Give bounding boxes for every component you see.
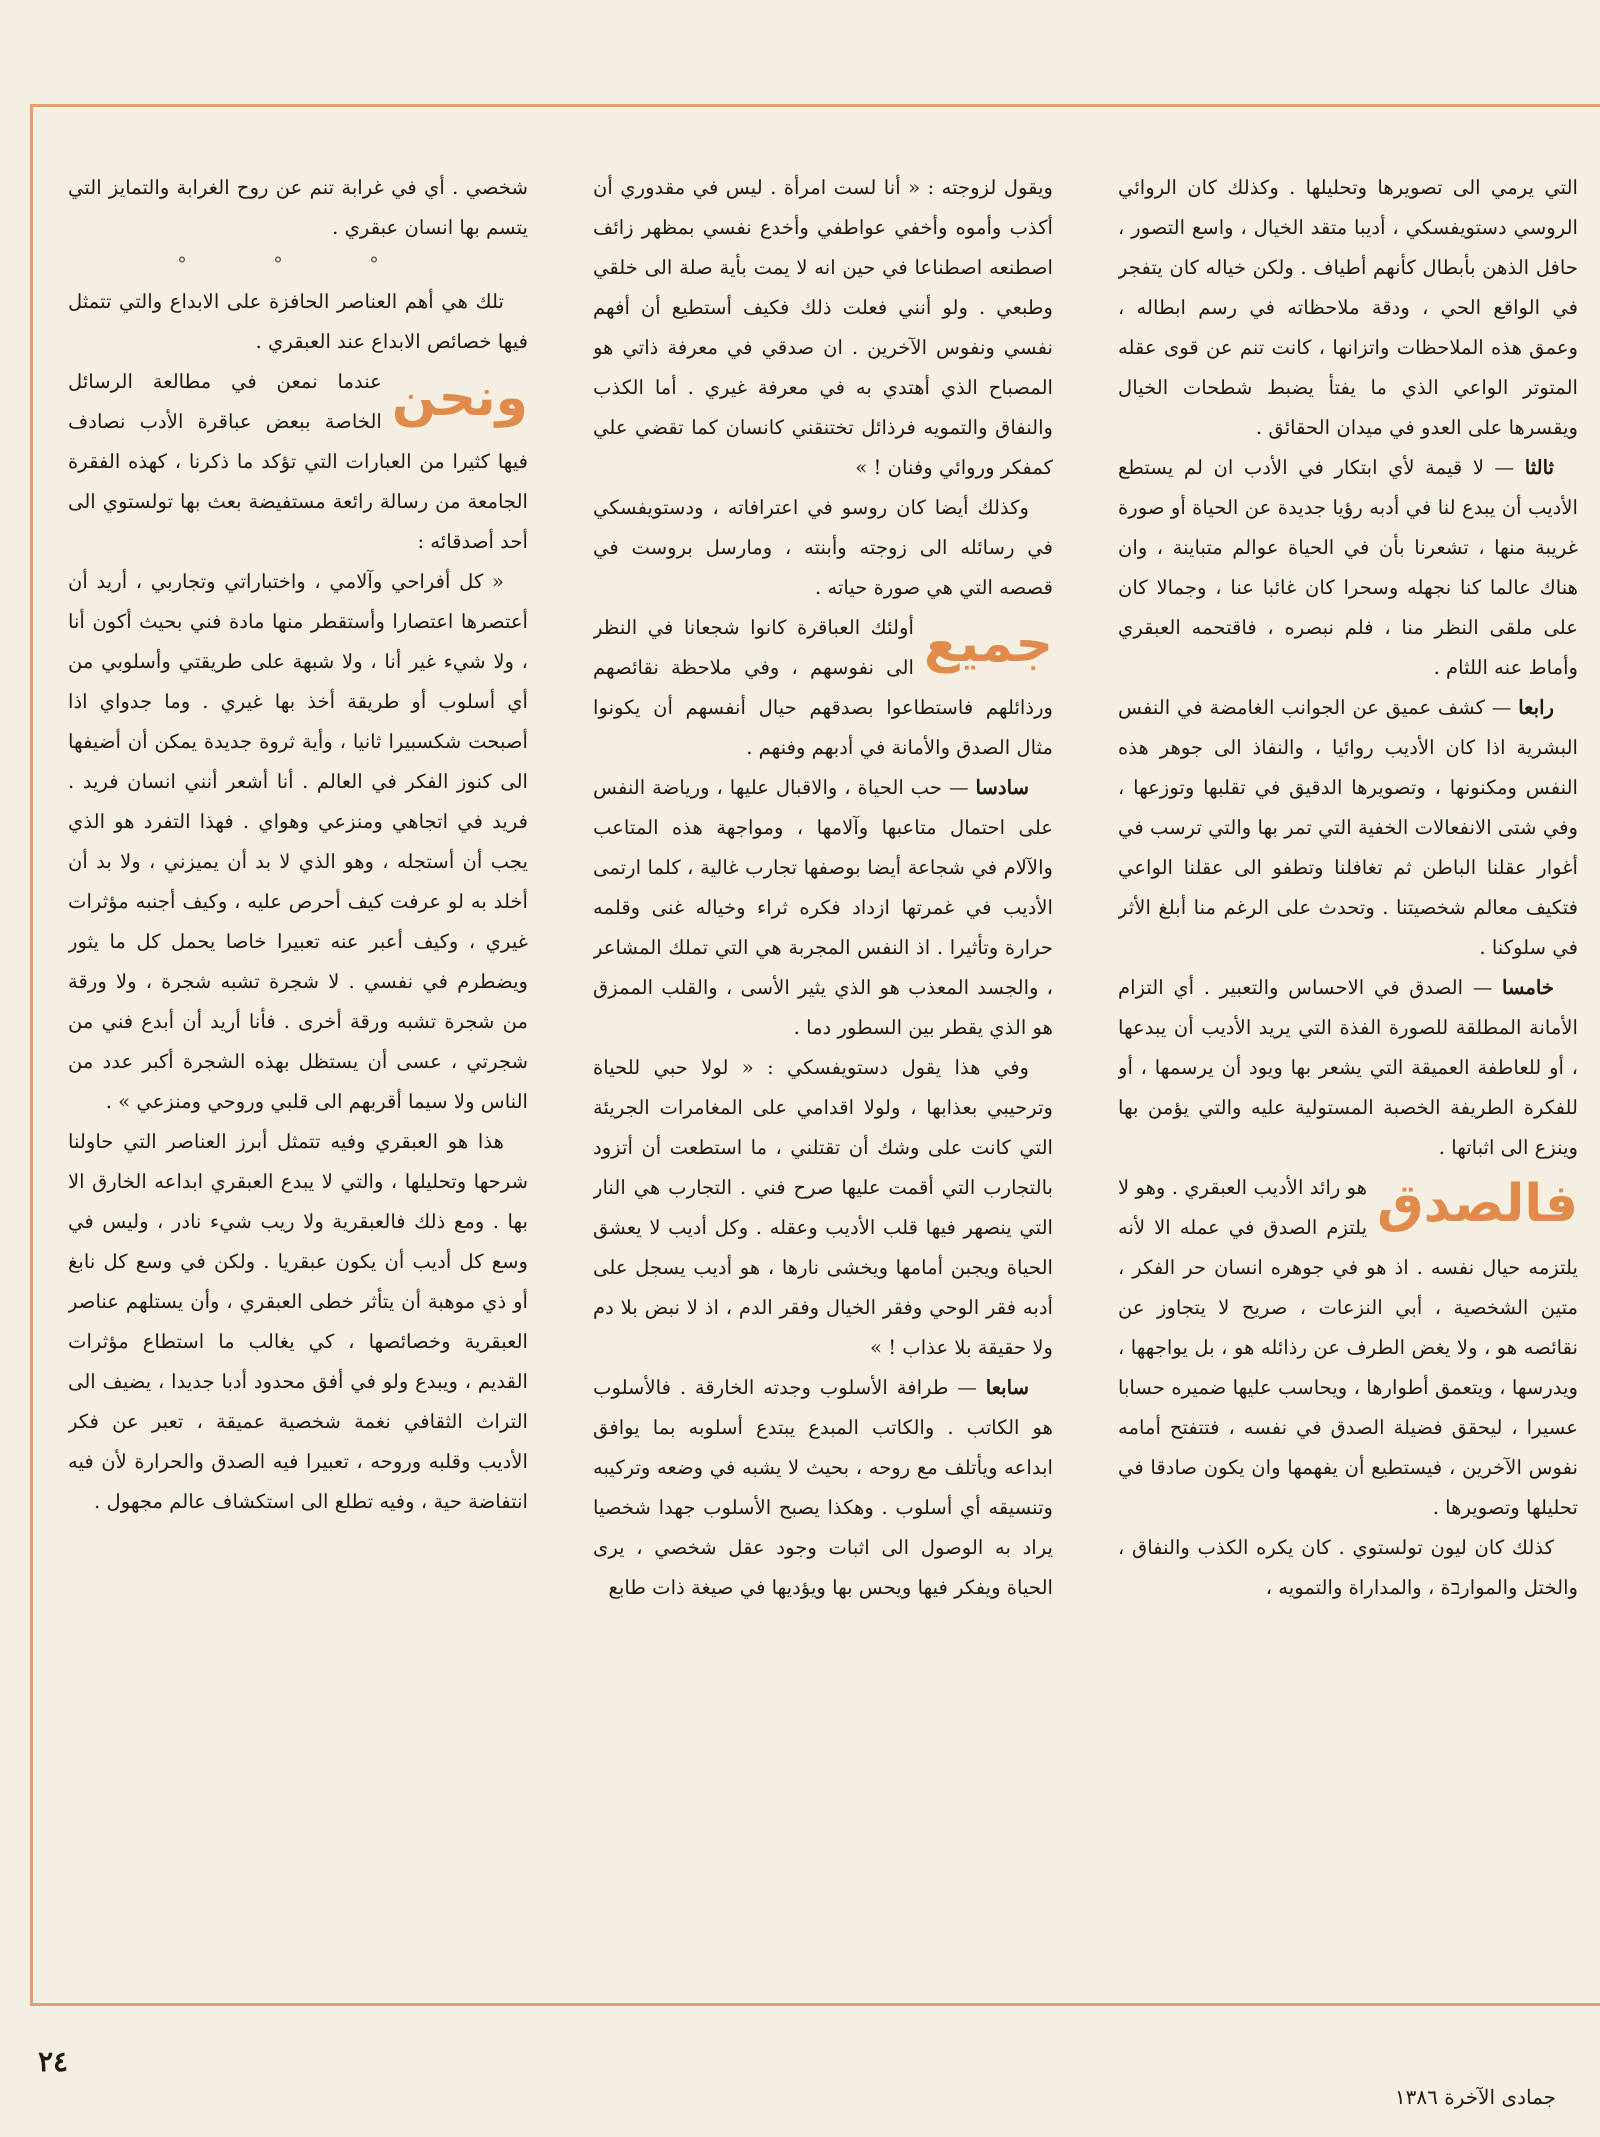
paragraph: ويقول لزوجته : « أنا لست امرأة . ليس في مقدوري أن أكذب وأموه وأخفي عواطفي وأخدع نفسي بمظهر زائف اصطنعه اصطناعا في حين انه لا يمت بأية صلة الى خلقي وطبعي . ولو أنني فعلت ذلك فكيف أستطيع أن أفهم نفسي ونفوس الآخرين . ان صدقي في معرفة ذاتي هو المصباح الذي أهتدي به في معرفة غيري . أما الكذب والنفاق والتمويه فرذائل تختنقني كانسان كما تقضي علي كمفكر وروائي وفنان ! » <box>593 176 1053 479</box>
paragraph <box>1118 688 1578 968</box>
page-number: ٢٤ <box>38 2045 69 2078</box>
paragraph-text: هو رائد الأديب العبقري . وهو لا يلتزم الصدق في عمله الا لأنه يلتزمه حيال نفسه . اذ هو في جوهره انسان حر الفكر ، متين الشخصية ، أبي النزعات ، صريح لا يتجاوز عن نقائصه هو ، ولا يغض الطرف عن رذائله هو ، بل يواجهها ، ويدرسها ، ويتعمق أطوارها ، ويحاسب عليها ضميره حسابا عسيرا ، ليحقق فضيلة الصدق في نفسه ، فتتفتح أمامه نفوس الآخرين ، فيستطيع أن يفهمها وان يكون صادقا في تحليلها وتصويرها . <box>1118 1176 1578 1519</box>
paragraph-text: — الصدق في الاحساس والتعبير . أي التزام الأمانة المطلقة للصورة الفذة التي يريد الأديب أن يبدعها ، أو للعاطفة العميقة التي يشعر بها ويود أن يرسمها ، أو للفكرة الطريفة الخصبة المستولية عليه والتي يؤمن بها وينزع الى اثباتها . <box>1118 976 1578 1159</box>
paragraph <box>593 1368 1053 1608</box>
paragraph: تلك هي أهم العناصر الحافزة على الابداع والتي تتمثل فيها خصائص الابداع عند العبقري . <box>68 290 528 353</box>
paragraph <box>1118 968 1578 1168</box>
section-lead: سادسا <box>975 776 1029 799</box>
paragraph <box>1118 1168 1578 1528</box>
column-1 <box>1118 168 1578 1988</box>
section-lead: رابعا <box>1518 696 1554 719</box>
article-columns <box>68 168 1578 1988</box>
paragraph-text: — كشف عميق عن الجوانب الغامضة في النفس البشرية اذا كان الأديب روائيا ، والنفاذ الى جوهر هذه النفس ومكنونها ، وتصويرها الدقيق في تقلبها وتوزعها ، وفي شتى الانفعالات الخفية التي تمر بها والتي ترسب في أغوار عقلنا الباطن ثم تغافلنا وتطفو الى عقلنا الواعي فتكيف معالم شخصيتنا . وتحدث على الرغم منا أبلغ الأثر في سلوكنا . <box>1118 696 1578 959</box>
paragraph: شخصي . أي في غرابة تنم عن روح الغرابة والتمايز التي يتسم بها انسان عبقري . <box>68 176 528 239</box>
paragraph <box>68 362 528 562</box>
paragraph-text: — طرافة الأسلوب وجدته الخارقة . فالأسلوب هو الكاتب . والكاتب المبدع يبتدع أسلوبه بما يوافق ابداعه ويأتلف مع روحه ، بحيث لا يشبه في وضعه وتركيبه وتنسيقه أي أسلوب . وهكذا يصبح الأسلوب جهدا شخصيا يراد به الوصول الى اثبات وجود عقل شخصي ، يرى الحياة ويفكر فيها ويحس بها ويؤديها في صيغة ذات طابع <box>593 1376 1053 1599</box>
paragraph-text: — لا قيمة لأي ابتكار في الأدب ان لم يستطع الأديب أن يبدع لنا في أدبه رؤيا جديدة عن الحياة أو صورة غريبة منها ، تشعرنا بأن في الحياة عوالم متباينة ، وان هناك عالما كنا نجهله وسحرا كان غائبا عنا ، وجمالا كان على ملقى النظر منا ، فلم نبصره ، فاقتحمه العبقري وأماط عنه اللثام . <box>1118 456 1578 679</box>
paragraph-text: عندما نمعن في مطالعة الرسائل الخاصة ببعض عباقرة الأدب نصادف فيها كثيرا من العبارات التي تؤكد ما ذكرنا ، كهذه الفقرة الجامعة من رسالة رائعة مستفيضة بعث بها تولستوي الى أحد أصدقائه : <box>68 370 528 553</box>
column-2 <box>593 168 1053 1988</box>
quotation: « كل أفراحي وآلامي ، واختباراتي وتجاربي ، أريد أن أعتصرها اعتصارا وأستقطر منها مادة فني بحيث أكون أنا ، ولا شيء غير أنا ، ولا شبهة على طريقتي وأسلوبي من أي أسلوب أو طريقة أخذ بها غيري . وما جدواي اذا أصبحت شكسبيرا ثانيا ، وأية ثروة جديدة يمكن أن أضيفها الى كنوز الفكر في العالم . أنا أشعر أنني انسان فريد . فريد في اتجاهي ومنزعي وهواي . فهذا التفرد هو الذي يجب أن أستجله ، وهو الذي لا بد أن يميزني ، ولا بد أن أخلد به لو عرفت كيف أحرص عليه ، وكيف أجنبه مؤثرات غيري ، وكيف أعبر عنه تعبيرا خاصا يحمل كل ما يثور ويضطرم في نفسي . لا شجرة تشبه شجرة ، ولا ورقة من شجرة تشبه ورقة أخرى . فأنا أريد أن أبدع فني من شجرتي ، عسى أن يستظل بهذه الشجرة أكبر عدد من الناس ولا سيما أقربهم الى قلبي وروحي ومنزعي » . <box>68 570 528 1113</box>
column-3 <box>68 168 528 1988</box>
paragraph: هذا هو العبقري وفيه تتمثل أبرز العناصر التي حاولنا شرحها وتحليلها ، والتي لا يبدع العبقري ابداعه الخارق الا بها . ومع ذلك فالعبقرية ولا ريب شيء نادر ، وليس في وسع كل أديب أن يكون عبقريا . ولكن في وسع كل نابغ أو ذي موهبة أن يتأثر خطى العبقري ، وأن يستلهم عناصر العبقرية وخصائصها ، كي يغالب ما استطاع مؤثرات القديم ، ويبدع ولو في أفق محدود أدبا جديدا ، يضيف الى التراث الثقافي نغمة شخصية عميقة ، تعبر عن فكر الأديب وقلبه وروحه ، تعبيرا فيه الصدق والحرارة لأن فيه انتفاضة حية ، وفيه تطلع الى استكشاف عالم مجهول . <box>68 1130 528 1513</box>
section-lead: سابعا <box>985 1376 1029 1399</box>
paragraph: وفي هذا يقول دستويفسكي : « لولا حبي للحياة وترحيبي بعذابها ، ولولا اقدامي على المغامرات الجريئة التي كانت على وشك أن تقتلني ، ما استطعت أن أتزود بالتجارب التي أقمت عليها صرح فني . التجارب هي النار التي ينصهر فيها قلب الأديب وعقله . وكل أديب لا يعشق الحياة ويجبن أمامها ويخشى نارها ، هو أديب يسجل على أدبه فقر الوحي وفقر الخيال وفقر الدم ، اذ لا نبض بلا دم ولا حقيقة بلا عذاب ! » <box>593 1056 1053 1359</box>
decorative-heading-word: ونحن <box>391 368 528 428</box>
paragraph <box>1118 448 1578 688</box>
section-lead: ثالثا <box>1524 456 1554 479</box>
paragraph <box>593 768 1053 1048</box>
issue-date: جمادى الآخرة ١٣٨٦ <box>1394 2085 1556 2109</box>
paragraph: وكذلك أيضا كان روسو في اعترافاته ، ودستويفسكي في رسائله الى زوجته وأبنته ، ومارسل بروست في قصصه التي هي صورة حياته . <box>593 496 1053 599</box>
paragraph: كذلك كان ليون تولستوي . كان يكره الكذب والنفاق ، والختل والموارבة ، والمداراة والتمويه ، <box>1118 1536 1578 1599</box>
section-separator: ° ° ° <box>177 253 419 276</box>
decorative-heading-word: فالصدق <box>1377 1174 1578 1234</box>
decorative-heading-word: جميع <box>923 614 1053 674</box>
paragraph: التي يرمي الى تصويرها وتحليلها . وكذلك كان الروائي الروسي دستويفسكي ، أديبا متقد الخيال ، واسع التصور ، حافل الذهن بأبطال كأنهم أطياف . ولكن خياله كان يتفجر في الواقع الحي ، ودقة ملاحظاته في رسم ابطاله ، وعمق هذه الملاحظات واتزانها ، كانت تنم عن قوى عقله المتوتر الواعي الذي ما يفتأ يضبط شطحات الخيال ويقسرها على العدو في ميدان الحقائق . <box>1118 176 1578 439</box>
paragraph-text: — حب الحياة ، والاقبال عليها ، ورياضة النفس على احتمال متاعبها وآلامها ، ومواجهة هذه المتاعب والآلام في شجاعة أيضا بوصفها تجارب غالية ، كلما ارتمى الأديب في غمرتها ازداد فكره ثراء وخياله غنى وقلمه حرارة وتأثيرا . اذ النفس المجربة هي التي تملك المشاعر ، والجسد المعذب هو الذي يثير الأسى ، والقلب الممزق هو الذي يقطر بين السطور دما . <box>593 776 1053 1039</box>
paragraph-text: أولئك العباقرة كانوا شجعانا في النظر الى نفوسهم ، وفي ملاحظة نقائصهم ورذائلهم فاستطاعوا بصدقهم حيال أنفسهم أن يكونوا مثال الصدق والأمانة في أدبهم وفنهم . <box>593 616 1053 759</box>
paragraph <box>593 608 1053 768</box>
section-lead: خامسا <box>1501 976 1554 999</box>
